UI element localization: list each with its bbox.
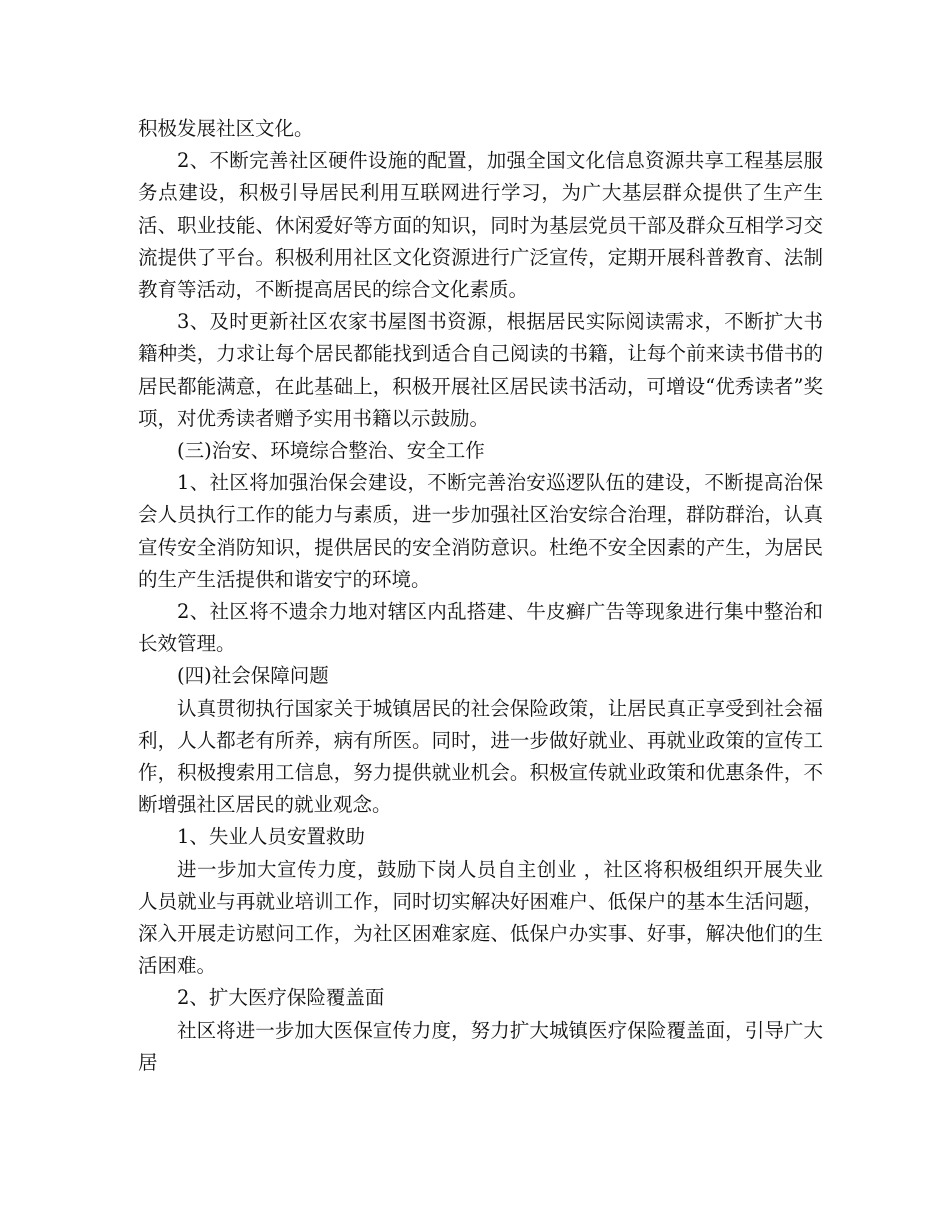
section-heading-social-security: (四)社会保障问题	[177, 664, 329, 688]
paragraph-item-3-library: 3、及时更新社区农家书屋图书资源，根据居民实际阅读需求，不断扩大书籍种类，力求让每个居民都能找到适合自己阅读的书籍，让每个前来读书借书的居民都能满意，在此基础上，积极开展社区居民读书活动，可增设“优秀读者”奖项，对优秀读者赠予实用书籍以示鼓励。	[138, 310, 823, 430]
subheading-unemployment-aid: 1、失业人员安置救助	[177, 825, 365, 849]
paragraph-item-1-security: 1、社区将加强治保会建设，不断完善治安巡逻队伍的建设，不断提高治保会人员执行工作的能力与素质，进一步加强社区治安综合治理，群防群治，认真宣传安全消防知识，提供居民的安全消防意识。杜绝不安全因素的产生，为居民的生产生活提供和谐安宁的环境。	[138, 471, 823, 591]
paragraph-unemployment-aid: 进一步加大宣传力度，鼓励下岗人员自主创业 ，社区将积极组织开展失业人员就业与再就业培训工作，同时切实解决好困难户、低保户的基本生活问题，深入开展走访慰问工作，为社区困难家庭、低保户办实事、好事，解决他们的生活困难。	[138, 857, 823, 978]
section-heading-public-security: (三)治安、环境综合整治、安全工作	[177, 439, 485, 463]
paragraph-item-2-facilities: 2、不断完善社区硬件设施的配置，加强全国文化信息资源共享工程基层服务点建设，积极引导居民利用互联网进行学习，为广大基层群众提供了生产生活、职业技能、休闲爱好等方面的知识，同时为基层党员干部及群众互相学习交流提供了平台。积极利用社区文化资源进行广泛宣传，定期开展科普教育、法制教育等活动，不断提高居民的综合文化素质。	[138, 149, 823, 302]
paragraph-continuation: 积极发展社区文化。	[138, 117, 314, 140]
paragraph-social-insurance: 认真贯彻执行国家关于城镇居民的社会保险政策，让居民真正享受到社会福利，人人都老有所养，病有所医。同时，进一步做好就业、再就业政策的宣传工作，积极搜索用工信息，努力提供就业机会。积极宣传就业政策和优惠条件，不断增强社区居民的就业观念。	[138, 696, 823, 817]
document-page	[138, 113, 823, 1079]
paragraph-medical-insurance: 社区将进一步加大医保宣传力度，努力扩大城镇医疗保险覆盖面，引导广大居	[138, 1018, 823, 1074]
paragraph-item-2-rectification: 2、社区将不遗余力地对辖区内乱搭建、牛皮癣广告等现象进行集中整治和长效管理。	[138, 600, 823, 656]
subheading-medical-insurance: 2、扩大医疗保险覆盖面	[177, 986, 385, 1010]
